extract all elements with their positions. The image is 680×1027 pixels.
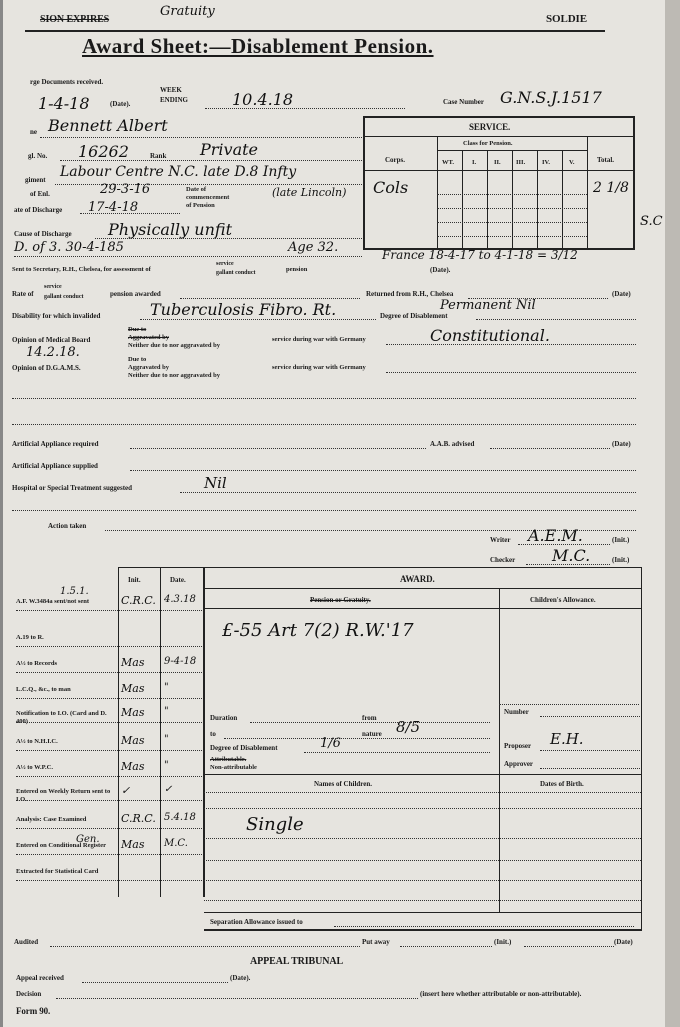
- left-page-edge: [0, 0, 3, 1027]
- col-iii: III.: [516, 159, 526, 166]
- dgams-due-to: Due to: [128, 356, 147, 363]
- checker-init-label: (Init.): [612, 556, 630, 564]
- audit-date-label: (Date): [614, 938, 633, 946]
- late-regiment-value: (late Lincoln): [272, 186, 347, 199]
- routing-row-init: Mas: [121, 734, 145, 747]
- writer-value: A.E.M.: [528, 526, 583, 545]
- degree-disablement-label: Degree of Disablement: [210, 744, 278, 752]
- routing-row-label: Entered on Conditional Register: [16, 842, 106, 849]
- board-aggravated: Aggravated by: [128, 334, 169, 341]
- service-v1: [437, 136, 438, 248]
- routing-row-date: ": [164, 734, 169, 745]
- service-row-2: [437, 208, 587, 209]
- hospital-value: Nil: [204, 474, 227, 492]
- number-line: [540, 716, 640, 717]
- routing-row-line: [16, 698, 202, 699]
- appeal-date-label: (Date).: [230, 974, 251, 982]
- approver-line: [540, 768, 640, 769]
- aab-date-label: (Date): [612, 440, 631, 448]
- duration-line: [250, 722, 490, 723]
- hospital-line: [180, 492, 636, 493]
- proposer-line: [540, 750, 640, 751]
- award-divider: [499, 588, 500, 912]
- children-line-4: [204, 860, 641, 861]
- cause-line2-value: D. of 3. 30-4-185: [14, 240, 124, 255]
- board-due-to: Due to: [128, 326, 147, 333]
- routing-row-line: [16, 880, 202, 881]
- service-margin-note: S.C: [640, 214, 663, 229]
- init-header: Init.: [128, 576, 141, 584]
- board-neither: Neither due to nor aggravated by: [128, 342, 221, 349]
- enlisted-label: of Enl.: [30, 190, 50, 198]
- routing-margin-note: 1.5.1.: [60, 586, 89, 597]
- week-label: WEEK: [160, 86, 182, 94]
- duration-label: Duration: [210, 714, 238, 722]
- to-label: to: [210, 730, 216, 738]
- aab-line: [490, 448, 610, 449]
- routing-row-label: Extracted for Statistical Card: [16, 868, 99, 875]
- pension-gratuity-label: Pension or Gratuity.: [310, 596, 371, 604]
- proposer-value: E.H.: [550, 730, 584, 748]
- discharge-label: ate of Discharge: [14, 206, 63, 214]
- routing-row-date: ": [164, 706, 169, 717]
- routing-row-line: [16, 646, 202, 647]
- routing-col-left: [118, 567, 119, 897]
- pension-word: pension: [286, 266, 308, 273]
- header-rule: [25, 30, 605, 32]
- childrens-allowance-label: Children's Allowance.: [530, 596, 596, 604]
- week-ending-value: 10.4.18: [232, 90, 294, 109]
- gallant-word-2: gallant conduct: [44, 294, 84, 300]
- routing-row-line: [16, 800, 202, 801]
- audited-line: [50, 946, 360, 947]
- blank-line-1: [12, 398, 636, 399]
- routing-row-date: 9-4-18: [164, 656, 197, 667]
- regiment-label: giment: [25, 176, 46, 184]
- nature-value: 8/5: [396, 718, 421, 736]
- decision-line: [56, 998, 418, 999]
- routing-row-date: 4.3.18: [164, 594, 196, 605]
- total-header: Total.: [597, 156, 615, 164]
- routing-row-line: [16, 828, 202, 829]
- board-service-war: service during war with Germany: [272, 336, 366, 343]
- routing-row-date: M.C.: [164, 838, 188, 849]
- week-ending-line: [205, 108, 405, 109]
- dgams-service-war: service during war with Germany: [272, 364, 366, 371]
- routing-row-init: C.R.C.: [121, 594, 156, 607]
- date-label: (Date).: [110, 100, 131, 108]
- children-names-label: Names of Children.: [314, 780, 373, 788]
- award-text-value: £-55 Art 7(2) R.W.'17: [222, 620, 414, 641]
- dgams-neither: Neither due to nor aggravated by: [128, 372, 221, 379]
- routing-row-line: [16, 722, 202, 723]
- routing-row-date: ✓: [164, 784, 173, 795]
- routing-row-line: [16, 776, 202, 777]
- routing-row-line: [16, 672, 202, 673]
- children-top-rule: [204, 774, 641, 775]
- service-corps-value: Cols: [373, 178, 409, 197]
- medical-board-label: Opinion of Medical Board: [12, 336, 91, 344]
- col-sep-5: [562, 150, 563, 248]
- routing-row-init: ✓: [121, 784, 131, 797]
- nature-label: nature: [362, 730, 382, 738]
- separation-label: Separation Allowance issued to: [210, 918, 303, 926]
- case-number-label: Case Number: [443, 98, 485, 106]
- children-value: Single: [246, 814, 304, 835]
- rate-line: [180, 298, 360, 299]
- routing-row-label: L.C.Q., &c., to man: [16, 686, 71, 693]
- disability-line: [140, 319, 376, 320]
- col-iv: IV.: [542, 159, 551, 166]
- cause-label: Cause of Discharge: [14, 230, 72, 238]
- returned-label: Returned from R.H., Chelsea: [366, 290, 454, 298]
- rank-label: Rank: [150, 152, 167, 160]
- col-ii: II.: [494, 159, 501, 166]
- name-value: Bennett Albert: [48, 116, 168, 135]
- regt-no-value: 16262: [78, 142, 129, 161]
- routing-row-date: ": [164, 760, 169, 771]
- medical-board-date: 14.2.18.: [26, 345, 80, 360]
- enlisted-value: 29-3-16: [100, 182, 151, 197]
- service-word-2: service: [44, 284, 62, 290]
- birth-dates-label: Dates of Birth.: [540, 780, 584, 788]
- col-i: I.: [472, 159, 477, 166]
- pension-awarded-label: pension awarded: [110, 290, 161, 298]
- attributable-label: Attributable.: [210, 756, 247, 763]
- appliance-required-label: Artificial Appliance required: [12, 440, 99, 448]
- routing-row-label: A.19 to R.: [16, 634, 44, 641]
- discharge-value: 17-4-18: [88, 200, 139, 215]
- degree-label: Degree of Disablement: [380, 312, 448, 320]
- routing-gen-note: Gen.: [76, 834, 100, 845]
- service-v-total: [587, 136, 588, 248]
- allowance-line-1: [499, 704, 639, 705]
- children-line-3: [204, 838, 641, 839]
- class-header: Class for Pension.: [463, 140, 513, 147]
- appeal-title: APPEAL TRIBUNAL: [250, 956, 344, 967]
- service-table: [363, 116, 635, 250]
- supplied-line: [130, 470, 636, 471]
- returned-date-label: (Date): [612, 290, 631, 298]
- col-wt: WT.: [442, 159, 454, 166]
- number-label: Number: [504, 708, 529, 716]
- award-box: [204, 567, 642, 931]
- award-title-rule: [204, 588, 641, 589]
- name-label: ne: [30, 128, 37, 136]
- approver-label: Approver: [504, 760, 534, 768]
- writer-init-label: (Init.): [612, 536, 630, 544]
- children-line-5: [204, 880, 641, 881]
- page-title: Award Sheet:—Disablement Pension.: [82, 34, 434, 58]
- routing-row-init: Mas: [121, 682, 145, 695]
- proposer-label: Proposer: [504, 742, 532, 750]
- service-row-4: [437, 236, 587, 237]
- children-line-6: [204, 900, 641, 901]
- children-line-2: [204, 808, 641, 809]
- age-value: Age 32.: [288, 240, 339, 255]
- routing-row-line: [16, 854, 202, 855]
- appeal-received-label: Appeal received: [16, 974, 64, 982]
- degree-disablement-line: [304, 752, 490, 753]
- date-header: Date.: [170, 576, 186, 584]
- separation-rule: [204, 912, 641, 913]
- insert-note: (insert here whether attributable or non-attributable).: [420, 990, 582, 998]
- commencement-label-1: Date of: [186, 186, 207, 193]
- form-number: Form 90.: [16, 1006, 51, 1016]
- ending-label: ENDING: [160, 96, 189, 104]
- dgams-aggravated: Aggravated by: [128, 364, 169, 371]
- checker-label: Checker: [490, 556, 516, 564]
- corps-header: Corps.: [385, 156, 406, 164]
- service-total-value: 2 1/8: [593, 180, 629, 196]
- service-title-rule: [365, 136, 633, 137]
- routing-row-init: Mas: [121, 706, 145, 719]
- board-line: [386, 344, 636, 345]
- rate-label: Rate of: [12, 290, 34, 298]
- col-sep-1: [462, 150, 463, 248]
- routing-row-label: A.F. W.3484a sent/not sent: [16, 598, 90, 605]
- routing-row-label: A½ to N.H.I.C.: [16, 738, 58, 745]
- appliance-supplied-label: Artificial Appliance supplied: [12, 462, 98, 470]
- award-title: AWARD.: [400, 574, 435, 584]
- routing-row-date: 5.4.18: [164, 812, 196, 823]
- cause-value: Physically unfit: [108, 220, 233, 239]
- commencement-label-3: of Pension: [186, 202, 215, 209]
- children-line-1: [204, 792, 641, 793]
- routing-row-date: ": [164, 682, 169, 693]
- dgams-label: Opinion of D.G.A.M.S.: [12, 364, 81, 372]
- audited-label: Audited: [14, 938, 39, 946]
- routing-row-init: Mas: [121, 838, 145, 851]
- separation-line: [334, 926, 634, 927]
- col-sep-4: [537, 150, 538, 248]
- appeal-received-line: [82, 982, 228, 983]
- disability-value: Tuberculosis Fibro. Rt.: [150, 300, 337, 319]
- commencement-label-2: commencement: [186, 194, 230, 201]
- aab-label: A.A.B. advised: [430, 440, 475, 448]
- degree-line: [476, 319, 636, 320]
- routing-row-init: Mas: [121, 656, 145, 669]
- col-sep-2: [487, 150, 488, 248]
- to-line: [224, 738, 490, 739]
- gallant-word-1: gallant conduct: [216, 270, 256, 276]
- discharge-line: [80, 213, 180, 214]
- service-row-1: [437, 194, 587, 195]
- disablement-degree-value: Permanent Nil: [440, 298, 536, 313]
- routing-col-mid: [160, 567, 161, 897]
- put-away-label: Put away: [362, 938, 390, 946]
- date-received-value: 1-4-18: [38, 94, 90, 113]
- blank-line-3: [12, 510, 636, 511]
- from-label: from: [362, 714, 377, 722]
- writer-line: [518, 544, 610, 545]
- routing-row-init: Mas: [121, 760, 145, 773]
- blank-line-2: [12, 424, 636, 425]
- service-word-1: service: [216, 261, 234, 267]
- cause-line: [95, 238, 362, 239]
- routing-row-init: C.R.C.: [121, 812, 156, 825]
- writer-label: Writer: [490, 536, 511, 544]
- dgams-line: [386, 372, 636, 373]
- col-sep-3: [512, 150, 513, 248]
- checker-line: [526, 564, 610, 565]
- col-v: V.: [569, 159, 575, 166]
- regt-line: [60, 160, 362, 161]
- rank-value: Private: [200, 140, 259, 159]
- audit-init-label: (Init.): [494, 938, 512, 946]
- hospital-label: Hospital or Special Treatment suggested: [12, 484, 133, 492]
- regt-no-label: gl. No.: [28, 152, 48, 160]
- france-service-value: France 18-4-17 to 4-1-18 = 3/12: [382, 248, 578, 262]
- docs-received-label: rge Documents received.: [30, 78, 104, 86]
- disability-label: Disability for which invalided: [12, 312, 101, 320]
- decision-label: Decision: [16, 990, 42, 998]
- routing-row-label: Analysis: Case Examined: [16, 816, 87, 823]
- checker-value: M.C.: [552, 546, 591, 565]
- routing-row-label: Notification to I.O. (Card and D. 400): [16, 710, 107, 725]
- routing-row-label: A½ to Records: [16, 660, 57, 667]
- award-sub-rule: [204, 608, 641, 609]
- cause-line-2: [14, 256, 362, 257]
- routing-row-label: Entered on Weekly Return sent to I.O.: [16, 788, 111, 803]
- routing-row-line: [16, 750, 202, 751]
- non-attributable-label: Non-attributable: [210, 764, 257, 771]
- service-header-rule: [365, 170, 633, 171]
- degree-disablement-value: 1/6: [320, 736, 341, 751]
- name-line: [40, 137, 362, 138]
- audit-date-line: [524, 946, 614, 947]
- service-row-3: [437, 222, 587, 223]
- right-page-edge: [665, 0, 680, 1027]
- put-away-line: [400, 946, 492, 947]
- soldier-heading: SOLDIE: [546, 13, 587, 25]
- service-title: SERVICE.: [469, 122, 511, 132]
- medical-board-value: Constitutional.: [430, 326, 550, 345]
- routing-row-label: A½ to W.P.C.: [16, 764, 53, 771]
- france-date-label: (Date).: [430, 266, 451, 274]
- sent-secretary-label: Sent to Secretary, R.H., Chelsea, for assessment of: [12, 266, 151, 273]
- case-number-value: G.N.S.J.1517: [500, 88, 602, 107]
- gratuity-note: Gratuity: [160, 4, 215, 19]
- appliance-line: [130, 448, 426, 449]
- struck-heading: SION EXPIRES: [40, 14, 110, 25]
- action-taken-label: Action taken: [48, 522, 87, 530]
- regiment-value: Labour Centre N.C. late D.8 Infty: [60, 164, 297, 180]
- routing-row-line: [16, 610, 202, 611]
